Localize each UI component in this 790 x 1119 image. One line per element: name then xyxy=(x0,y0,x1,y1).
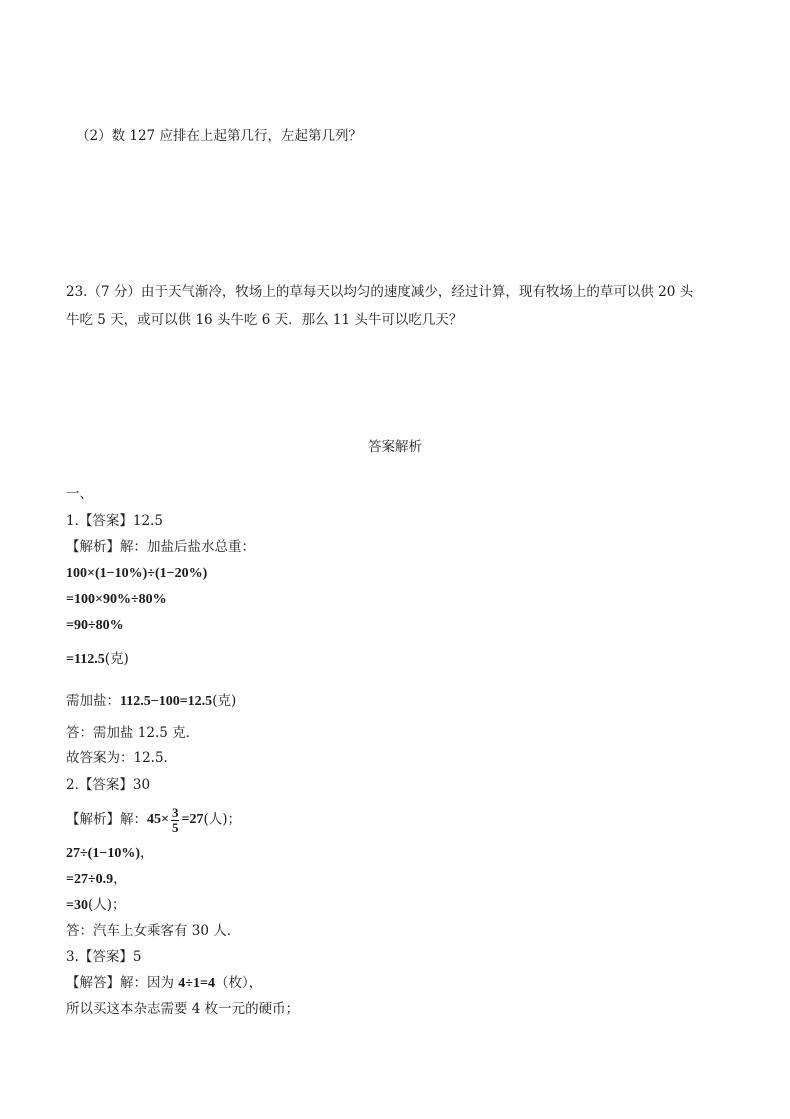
answer-2-eq2-math: 27÷(1−10%) xyxy=(66,846,140,861)
answer-1-need-unit: (克) xyxy=(212,693,237,709)
answer-2-eq1-unit: (人)； xyxy=(203,811,242,828)
fraction-denominator: 5 xyxy=(171,819,179,835)
answer-2-analysis-prefix: 【解析】解： xyxy=(66,811,147,828)
fraction-numerator: 3 xyxy=(171,805,179,820)
answer-1-equation-2: =100×90%÷80% xyxy=(66,592,167,607)
answer-3-analysis-prefix: 【解答】解：因为 xyxy=(66,975,179,991)
answer-2-equation-3 xyxy=(66,873,127,887)
question-22-part-2: （2）数 127 应排在上起第几行，左起第几列？ xyxy=(76,128,362,144)
answer-section-title: 答案解析 xyxy=(368,439,422,455)
answer-2-fraction xyxy=(171,806,180,834)
answer-2-eq3-math: =27÷0.9 xyxy=(66,872,114,887)
answer-3-line-2: 所以买这本杂志需要 4 枚一元的硬币； xyxy=(66,1001,300,1017)
answer-1-equation-4 xyxy=(66,653,129,667)
answer-2-equation-2 xyxy=(66,847,154,861)
answer-2-eq3-tail: ， xyxy=(113,871,127,887)
answer-1-equation-4-math: =112.5 xyxy=(66,652,105,667)
answer-2-eq2-tail: ， xyxy=(140,845,154,861)
answer-1-label: 1.【答案】12.5 xyxy=(66,513,163,529)
answer-2-eq1-a: 45× xyxy=(147,812,169,828)
answer-3-label: 3.【答案】5 xyxy=(66,949,142,965)
answer-1-equation-1: 100×(1−10%)÷(1−20%) xyxy=(66,566,208,581)
answer-2-eq4-math: =30 xyxy=(66,898,88,913)
answer-1-equation-4-unit: (克) xyxy=(104,651,129,667)
answer-2-label: 2.【答案】30 xyxy=(66,777,151,793)
answer-3-unit: （枚）， xyxy=(214,975,263,991)
answer-1-reply: 答：需加盐 12.5 克． xyxy=(66,725,200,741)
answer-1-equation-3: =90÷80% xyxy=(66,618,124,633)
answer-2-equation-4 xyxy=(66,899,126,913)
answer-2-eq1-b: =27 xyxy=(181,812,204,828)
section-one-heading: 一、 xyxy=(66,486,93,502)
answer-2-reply: 答：汽车上女乘客有 30 人. xyxy=(66,923,232,939)
question-23-line-2: 牛吃 5 天，或可以供 16 头牛吃 6 天．那么 11 头牛可以吃几天？ xyxy=(66,312,463,328)
question-23-line-1: 23.（7 分）由于天气渐冷，牧场上的草每天以均匀的速度减少，经过计算，现有牧场上的草可以供 20 头 xyxy=(66,284,694,300)
answer-1-need-salt xyxy=(66,695,236,709)
answer-2-eq4-unit: (人)； xyxy=(87,897,126,913)
answer-3-math: 4÷1=4 xyxy=(178,976,215,991)
answer-1-need-math: 112.5−100=12.5 xyxy=(120,694,213,709)
answer-1-need-prefix: 需加盐： xyxy=(66,693,120,709)
answer-2-analysis xyxy=(66,806,241,834)
answer-1-conclusion: 故答案为：12.5. xyxy=(66,750,168,766)
answer-3-analysis xyxy=(66,977,262,991)
answer-1-analysis: 【解析】解：加盐后盐水总重： xyxy=(66,539,255,555)
